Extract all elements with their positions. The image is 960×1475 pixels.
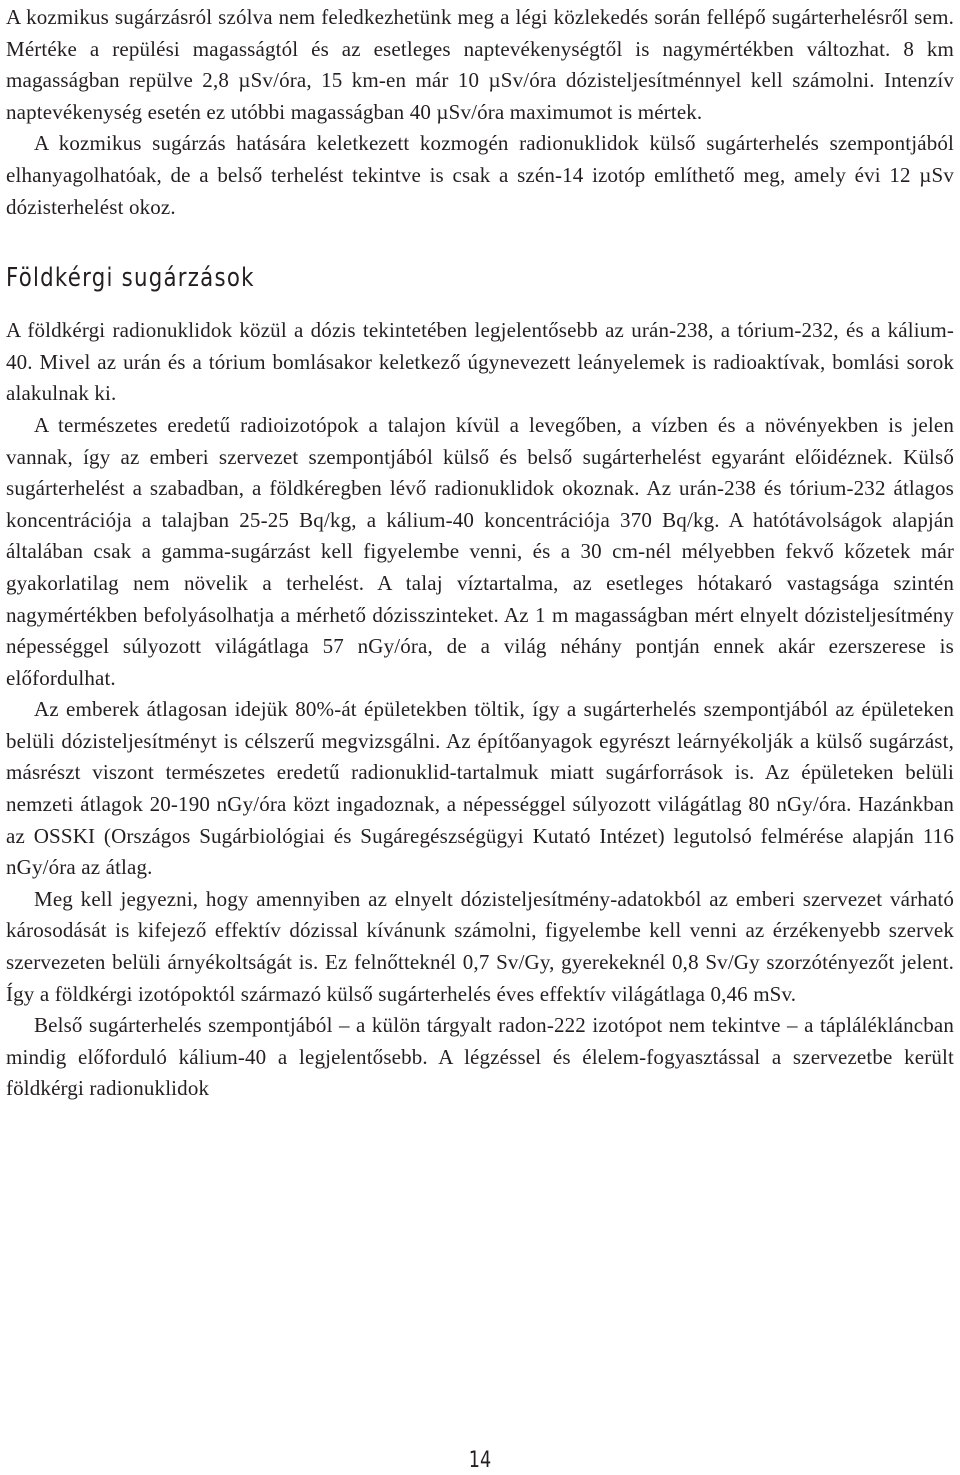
paragraph-internal-exposure: Belső sugárterhelés szempontjából – a külön tárgyalt radon-222 izotópot nem tekintve – a táplálékláncban mindig előforduló kálium-40 a legjelentősebb. A légzéssel és élelem-fogyasztással a szervezetbe került földkérgi radionuklidok: [6, 1013, 954, 1101]
paragraph-effective-dose: Meg kell jegyezni, hogy amennyiben az elnyelt dózisteljesítmény-adatokból az emberi szervezet várható károsodását is kifejező effektív dózissal kívánunk számolni, figyelembe kell venni az érzékenyebb szervek szervezeten belüli árnyékoltságát is. Ez felnőtteknél 0,7 Sv/Gy, gyerekeknél 0,8 Sv/Gy szorzótényezőt jelent. Így a földkérgi izotópoktól származó külső sugárterhelés éves effektív világátlaga 0,46 mSv.: [6, 886, 954, 1006]
paragraph-terrestrial-radionuclides: A földkérgi radionuklidok közül a dózis tekintetében legjelentősebb az urán-238, a tórium-232, és a kálium-40. Mivel az urán és a tórium bomlásakor keletkező úgynevezett leányelemek is radioaktívak, bomlási sorok alakulnak ki.: [6, 318, 954, 406]
page-number: 14: [468, 1448, 492, 1473]
paragraph-natural-radioisotopes: A természetes eredetű radioizotópok a talajon kívül a levegőben, a vízben és a növényekben is jelen vannak, így az emberi szervezet szempontjából külső és belső sugárterhelést egyaránt előidéznek. Külső sugárterhelést a szabadban, a földkéregben lévő radionuklidok okoznak. Az urán-238 és tórium-232 átlagos koncentrációja a talajban 25-25 Bq/kg, a kálium-40 koncentrációja 370 Bq/kg. A hatótávolságok alapján általában csak a gamma-sugárzást kell figyelembe venni, és a 30 cm-nél mélyebben fekvő kőzetek már gyakorlatilag nem növelik a terhelést. A talaj víztartalma, az esetleges hótakaró vastagsága szintén nagymértékben befolyásolhatja a mérhető dózisszinteket. Az 1 m magasságban mért elnyelt dózisteljesítmény népességgel súlyozott világátlaga 57 nGy/óra, de a világ néhány pontján ennek akár ezerszerese is előfordulhat.: [6, 412, 954, 690]
paragraph-indoor-dose-rate: Az emberek átlagosan idejük 80%-át épületekben töltik, így a sugárterhelés szempontjából az épületeken belüli dózisteljesítményt is célszerű megvizsgálni. Az építőanyagok egyrészt leárnyékolják a külső sugárzást, másrészt viszont természetes eredetű radionuklid-tartalmuk miatt sugárforrások is. Az épületeken belüli nemzeti átlagok 20-190 nGy/óra közt ingadoznak, a népességgel súlyozott világátlag 80 nGy/óra. Hazánkban az OSSKI (Országos Sugárbiológiai és Sugáregészségügyi Kutató Intézet) legutolsó felmérése alapján 116 nGy/óra az átlag.: [6, 697, 954, 880]
page-content: [6, 0, 954, 1105]
section-heading: Földkérgi sugárzások: [6, 263, 255, 294]
paragraph-cosmogenic-radionuclides: A kozmikus sugárzás hatására keletkezett kozmogén radionuklidok külső sugárterhelés szempontjából elhanyagolhatóak, de a belső terhelést tekintve is csak a szén-14 izotóp említhető meg, amely évi 12 µSv dózisterhelést okoz.: [6, 131, 954, 219]
paragraph-air-travel-radiation: A kozmikus sugárzásról szólva nem feledkezhetünk meg a légi közlekedés során fellépő sugárterhelésről sem. Mértéke a repülési magasságtól és az esetleges naptevékenységtől is nagymértékben változhat. 8 km magasságban repülve 2,8 µSv/óra, 15 km-en már 10 µSv/óra dózisteljesítménnyel kell számolni. Intenzív naptevékenység esetén ez utóbbi magasságban 40 µSv/óra maximumot is mértek.: [6, 5, 954, 124]
